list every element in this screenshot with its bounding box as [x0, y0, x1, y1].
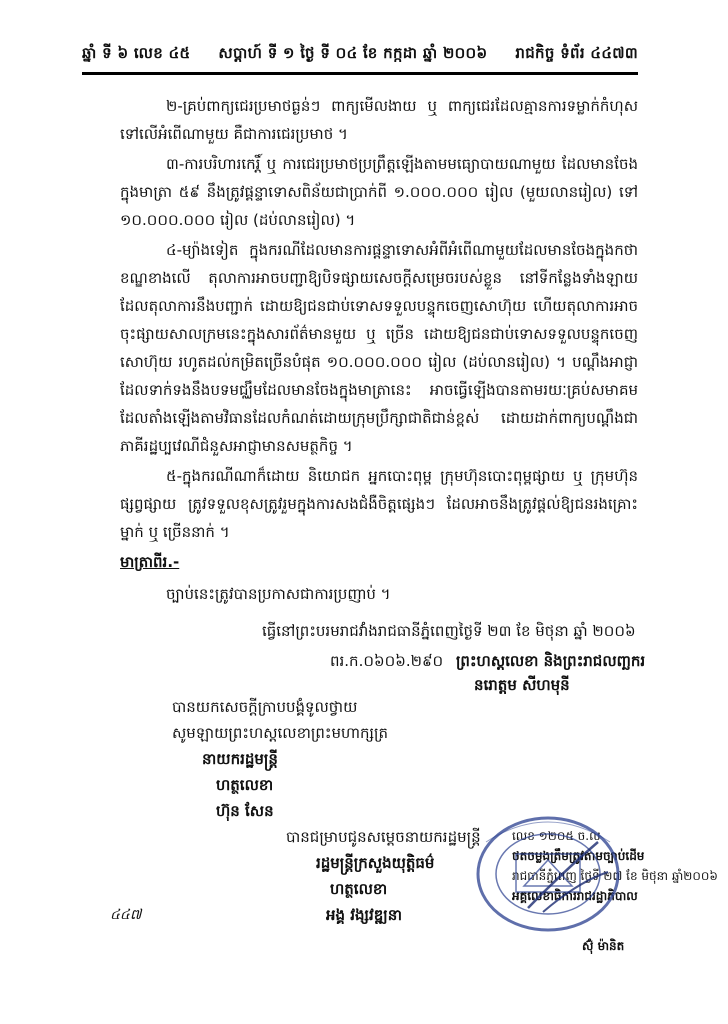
article-heading: មាត្រាពីរ.-	[120, 553, 180, 571]
copy-line1: ថតចម្លងត្រឹមត្រូវតាមច្បាប់ដើម	[512, 849, 645, 863]
pm-title: នាយករដ្ឋមន្ត្រី	[202, 750, 278, 768]
pm-line1: បានយកសេចក្តីក្រាបបង្គំទូលថ្វាយ	[172, 698, 358, 716]
minister-signed: ហត្ថលេខា	[330, 880, 388, 898]
pm-line2: សូមឡាយព្រះហស្តលេខាព្រះមហាក្សត្រ	[172, 724, 388, 742]
paragraph-2: ២-គ្រប់ពាក្យជេរប្រមាថធ្ងន់ៗ ពាក្យមើលងាយ ឬ ពាក្យជេរដែលគ្មានការទម្លាក់កំហុសទៅលើអំពើណាមួយ គឺជាការជេរប្រមាថ ។	[120, 97, 638, 143]
copy-line3: អគ្គលេខាធិការរាជរដ្ឋាភិបាល	[512, 889, 638, 903]
header-rule	[82, 72, 638, 75]
date-line: ធ្វើនៅព្រះបរមរាជវាំងរាជធានីភ្នំពេញថ្ងៃទី ២៣ ខែ មិថុនា ឆ្នាំ ២០០៦	[262, 622, 636, 640]
royal-signature-block	[330, 648, 645, 674]
issue-number: ឆ្នាំ ទី ៦ លេខ ៤៥	[82, 44, 191, 62]
copy-name: ស៊ុំ ម៉ានិត	[582, 939, 625, 953]
article-body	[120, 92, 638, 608]
copy-ref: លេខ ១២០៥ ច.ល	[512, 829, 601, 843]
pm-name: ហ៊ុន សែន	[216, 802, 274, 820]
king-name: នរោត្តម សីហមុនី	[474, 676, 570, 694]
paragraph-3: ៣-ការបរិហារកេរ្តិ៍ ឬ ការជេរប្រមាថប្រព្រឹត្តឡើងតាមមធ្យោបាយណាមួយ ដែលមានចែងក្នុងមាត្រា ៥៩ នឹងត្រូវផ្តន្ទាទោសពិន័យជាប្រាក់ពី ១.០០០.០០០ រៀល (មួយលានរៀល) ទៅ ១០.០០០.០០០ រៀល (ដប់លានរៀល) ។	[120, 155, 638, 229]
paragraph-5: ៥-ក្នុងករណីណាក៏ដោយ និយោជក អ្នកបោះពុម្ព ក្រុមហ៊ុនបោះពុម្ពផ្សាយ ឬ ក្រុមហ៊ុនផ្សព្វផ្សាយ ត្រូវទទួលខុសត្រូវរួមក្នុងការសងជំងឺចិត្តផ្សេងៗ ដែលអាចនឹងត្រូវផ្តល់ឱ្យជនរងគ្រោះម្នាក់ ឬ ច្រើននាក់ ។	[120, 467, 638, 541]
official-seal-icon	[468, 812, 638, 942]
minister-line1: បានជម្រាបជូនសម្តេចនាយករដ្ឋមន្ត្រី	[286, 828, 481, 846]
royal-reference: ពរ.ក.០៦០៦.២៩០	[330, 652, 444, 670]
page-number: រាជកិច្ច ទំព័រ ៤៤៧៣	[515, 44, 638, 62]
minister-title: រដ្ឋមន្ត្រីក្រសួងយុត្តិធម៌	[316, 854, 435, 872]
royal-sign-line1: ព្រះហស្តលេខា និងព្រះរាជលញ្ឆករ	[455, 652, 646, 670]
issue-date: សប្តាហ៍ ទី ១ ថ្ងៃ ទី ០៤ ខែ កក្កដា ឆ្នាំ ២០០៦	[218, 44, 488, 62]
margin-mark: ៤៤៧	[110, 907, 142, 923]
minister-name: អង្គ វង្សវឌ្ឍនា	[326, 906, 403, 924]
promulgation-text: ច្បាប់នេះត្រូវបានប្រកាសជាការប្រញាប់ ។	[166, 585, 391, 603]
copy-line2: រាជធានីភ្នំពេញ ថ្ងៃទី ២៧ ខែ មិថុនា ឆ្នាំ២០០៦	[512, 869, 718, 883]
pm-block	[172, 694, 388, 824]
minister-block	[286, 824, 481, 928]
page-header	[82, 44, 638, 66]
paragraph-4: ៤-ម្យ៉ាងទៀត ក្នុងករណីដែលមានការផ្តន្ទាទោសអំពីអំពើណាមួយដែលមានចែងក្នុងកថាខណ្ឌខាងលើ តុលាការអាចបញ្ជាឱ្យបិទផ្សាយសេចក្តីសម្រេចរបស់ខ្លួន នៅទីកន្លែងទាំងឡាយដែលតុលាការនឹងបញ្ជាក់ ដោយឱ្យជនជាប់ទោសទទួលបន្ទុកចេញសោហ៊ុយ ហើយតុលាការអាចចុះផ្សាយសាលក្រមនេះក្នុងសារព័ត៌មានមួយ ឬ ច្រើន ដោយឱ្យជនជាប់ទោសទទួលបន្ទុកចេញសោហ៊ុយ រហូតដល់កម្រិតច្រើនបំផុត ១០.០០០.០០០ រៀល (ដប់លានរៀល) ។ បណ្តឹងអាជ្ញាដែលទាក់ទងនឹងបទមជ្ឈឹមដែលមានចែងក្នុងមាត្រានេះ អាចធ្វើឡើងបានតាមរយៈគ្រប់សមាគម ដែលតាំងឡើងតាមវិធានដែលកំណត់ដោយក្រុមប្រឹក្សាជាតិជាន់ខ្ពស់ ដោយដាក់ពាក្យបណ្តឹងជាភាគីរដ្ឋប្បវេណីជំនួសអាជ្ញាមានសមត្ថកិច្ច ។	[120, 241, 638, 455]
pm-signed: ហត្ថលេខា	[216, 776, 274, 794]
